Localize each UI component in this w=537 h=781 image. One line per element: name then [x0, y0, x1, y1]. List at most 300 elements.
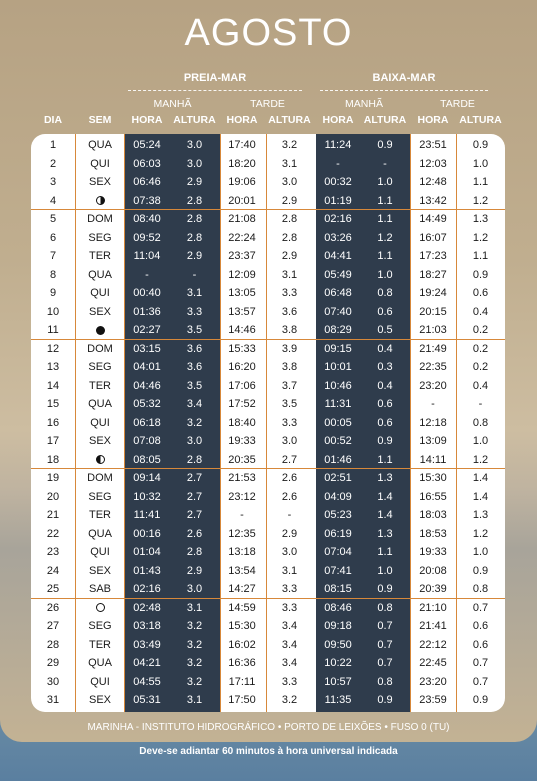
cell-day: 20 [46, 490, 60, 503]
cell-preia-tarde-altura: 2.8 [281, 231, 298, 244]
cell-baixa-tarde-hora: 17:23 [419, 250, 447, 262]
cell-weekday [77, 321, 123, 340]
footer-source: MARINHA - INSTITUTO HIDROGRÁFICO • PORTO DE LEIXÕES • FUSO 0 (TU) [87, 722, 450, 733]
cell-baixa-manha-altura: 1.0 [377, 176, 393, 188]
cell-preia-manha-altura: 3.2 [186, 675, 203, 688]
cell-preia-manha-hora: 04:01 [133, 361, 161, 373]
cell-preia-manha-hora: - [145, 268, 149, 281]
col-altura-4: ALTURA [459, 114, 502, 126]
cell-baixa-manha-hora: 09:50 [324, 638, 352, 651]
cell-preia-tarde-altura: 3.8 [281, 324, 298, 336]
cell-preia-tarde-altura: 3.0 [281, 435, 298, 447]
cell-baixa-tarde-hora: 23:20 [419, 379, 447, 392]
cell-baixa-tarde-hora: 21:41 [419, 620, 447, 632]
cell-baixa-manha-altura: 1.1 [377, 250, 393, 262]
footer-note: Deve-se adiantar 60 minutos à hora universal indicada [139, 746, 398, 757]
cell-baixa-tarde-altura: 1.2 [472, 527, 489, 540]
cell-baixa-manha-hora: 05:23 [324, 509, 352, 521]
cell-preia-tarde-altura: 2.9 [281, 527, 298, 540]
cell-preia-manha-hora: 03:49 [133, 638, 161, 651]
cell-baixa-manha-altura: 1.2 [377, 231, 393, 244]
cell-baixa-tarde-altura: 1.2 [472, 453, 489, 466]
cell-weekday: SEX [88, 564, 111, 577]
cell-preia-tarde-hora: 16:20 [228, 361, 256, 373]
cell-day: 9 [49, 287, 57, 299]
cell-baixa-manha-altura: - [383, 157, 387, 170]
cell-preia-manha-hora: 06:18 [133, 416, 161, 429]
cell-baixa-manha-altura: 0.7 [377, 657, 393, 669]
cell-preia-manha-hora: 05:32 [133, 398, 161, 410]
cell-preia-tarde-hora: 19:33 [228, 435, 256, 447]
cell-preia-manha-hora: 03:15 [133, 342, 161, 355]
cell-preia-tarde-altura: 3.2 [281, 694, 298, 706]
cell-baixa-tarde-hora: 19:24 [419, 287, 447, 299]
cell-preia-manha-hora: 06:03 [133, 157, 161, 170]
cell-preia-tarde-hora: 21:08 [228, 213, 256, 225]
cell-preia-tarde-altura: 3.3 [281, 601, 298, 614]
cell-baixa-manha-altura: 0.6 [377, 305, 393, 318]
cell-preia-tarde-altura: 3.1 [281, 268, 298, 281]
cell-day: 27 [46, 620, 60, 632]
cell-preia-manha-hora: 00:16 [133, 527, 161, 540]
cell-baixa-tarde-hora: 18:53 [419, 527, 447, 540]
cell-day: 17 [46, 435, 60, 447]
cell-baixa-tarde-altura: 1.1 [472, 250, 489, 262]
cell-baixa-manha-hora: 11:35 [324, 694, 352, 706]
cell-preia-manha-altura: 3.2 [186, 620, 203, 632]
cell-weekday: DOM [87, 213, 113, 225]
cell-weekday: SEX [88, 435, 111, 447]
baixa-mar-divider [320, 90, 488, 91]
cell-preia-tarde-hora: 17:06 [228, 379, 256, 392]
cell-preia-tarde-hora: 23:37 [228, 250, 256, 262]
cell-preia-tarde-hora: 14:27 [228, 583, 256, 595]
cell-weekday: SEX [88, 176, 111, 188]
cell-baixa-manha-hora: 08:46 [324, 601, 352, 614]
cell-baixa-tarde-hora: 15:30 [419, 472, 447, 484]
cell-baixa-manha-altura: 0.6 [377, 398, 393, 410]
cell-day: 11 [47, 324, 59, 336]
cell-baixa-tarde-altura: 1.0 [472, 546, 489, 558]
cell-baixa-manha-hora: 01:46 [324, 453, 352, 466]
cell-preia-manha-altura: 2.8 [186, 546, 203, 558]
cell-baixa-tarde-altura: - [478, 398, 483, 410]
cell-baixa-manha-altura: 1.3 [377, 527, 393, 540]
cell-preia-tarde-altura: 2.7 [281, 453, 298, 466]
cell-baixa-manha-hora: 09:15 [324, 342, 352, 355]
cell-baixa-manha-hora: 02:16 [324, 213, 352, 225]
cell-preia-tarde-hora: 16:36 [228, 657, 256, 669]
baixa-mar-header: BAIXA-MAR [372, 72, 436, 84]
cell-baixa-manha-altura: 0.7 [377, 638, 393, 651]
cell-preia-tarde-altura: 3.0 [281, 546, 298, 558]
cell-baixa-tarde-hora: 19:33 [419, 546, 447, 558]
cell-baixa-manha-hora: 10:57 [324, 675, 352, 688]
col-dia: DIA [43, 114, 63, 126]
full-moon-icon [96, 603, 105, 612]
cell-day: 5 [49, 213, 57, 225]
cell-baixa-manha-altura: 0.8 [377, 287, 393, 299]
cell-preia-manha-altura: 2.6 [186, 527, 203, 540]
cell-baixa-tarde-altura: 0.9 [472, 564, 489, 577]
col-hora-1: HORA [131, 114, 163, 126]
cell-preia-tarde-hora: 12:09 [228, 268, 256, 281]
cell-weekday: QUA [88, 268, 112, 281]
col-hora-4: HORA [417, 114, 449, 126]
cell-weekday: QUA [88, 139, 112, 151]
cell-weekday: DOM [87, 342, 113, 355]
cell-baixa-tarde-altura: 0.6 [472, 638, 489, 651]
col-hora-3: HORA [322, 114, 354, 126]
cell-baixa-tarde-hora: 23:51 [419, 139, 447, 151]
cell-preia-manha-hora: 02:27 [133, 324, 161, 336]
cell-baixa-tarde-altura: 1.2 [472, 231, 489, 244]
cell-baixa-tarde-hora: 20:15 [419, 305, 447, 318]
cell-preia-manha-altura: 2.8 [186, 213, 203, 225]
cell-preia-manha-hora: 11:04 [133, 250, 161, 262]
cell-baixa-manha-altura: 0.4 [377, 379, 393, 392]
cell-baixa-manha-altura: 0.9 [377, 139, 393, 151]
cell-preia-tarde-altura: 2.8 [281, 213, 298, 225]
cell-day: 7 [49, 250, 57, 262]
cell-preia-manha-hora: 07:38 [133, 194, 161, 207]
cell-preia-tarde-altura: 2.6 [281, 472, 298, 484]
cell-weekday: QUA [88, 657, 112, 669]
cell-baixa-tarde-altura: 0.7 [472, 657, 489, 669]
cell-preia-manha-altura: 3.0 [186, 139, 203, 151]
col-altura-2: ALTURA [268, 114, 311, 126]
cell-preia-manha-altura: 2.9 [186, 564, 203, 577]
cell-baixa-manha-hora: 06:19 [324, 527, 352, 540]
cell-preia-manha-hora: 01:43 [133, 564, 161, 577]
cell-preia-tarde-altura: 3.8 [281, 361, 298, 373]
cell-weekday: QUA [88, 527, 112, 540]
cell-day: 30 [46, 675, 60, 688]
cell-baixa-manha-hora: 11:31 [324, 398, 352, 410]
cell-weekday: QUA [88, 398, 112, 410]
cell-baixa-manha-hora: 00:52 [324, 435, 352, 447]
cell-preia-manha-altura: 3.5 [186, 379, 203, 392]
col-sem: SEM [88, 114, 112, 126]
cell-baixa-manha-hora: 09:18 [324, 620, 352, 632]
cell-preia-manha-altura: 2.9 [186, 176, 203, 188]
cell-preia-tarde-hora: 17:50 [228, 694, 256, 706]
cell-preia-tarde-hora: 20:01 [228, 194, 256, 207]
cell-baixa-tarde-altura: 1.1 [472, 176, 489, 188]
cell-baixa-manha-hora: 03:26 [324, 231, 352, 244]
cell-preia-manha-hora: 09:52 [133, 231, 161, 244]
cell-preia-manha-hora: 03:18 [133, 620, 161, 632]
cell-preia-tarde-hora: 14:59 [228, 601, 256, 614]
cell-preia-tarde-altura: 3.1 [281, 564, 298, 577]
cell-baixa-tarde-altura: 0.8 [472, 416, 489, 429]
cell-preia-tarde-hora: 22:24 [228, 231, 256, 244]
cell-day: 3 [49, 176, 57, 188]
cell-weekday: TER [89, 250, 111, 262]
cell-baixa-manha-altura: 0.8 [377, 675, 393, 688]
cell-baixa-manha-altura: 0.3 [377, 361, 393, 373]
cell-preia-manha-hora: 05:31 [133, 694, 161, 706]
cell-weekday: SEG [88, 490, 112, 503]
cell-preia-tarde-altura: 3.0 [281, 176, 298, 188]
cell-baixa-manha-altura: 1.1 [377, 453, 393, 466]
cell-preia-tarde-hora: 12:35 [228, 527, 256, 540]
cell-baixa-tarde-altura: 1.0 [472, 157, 489, 170]
cell-preia-manha-hora: 04:21 [133, 657, 161, 669]
cell-preia-manha-altura: 3.4 [186, 398, 203, 410]
cell-day: 24 [46, 564, 60, 577]
cell-preia-tarde-hora: 15:30 [228, 620, 256, 632]
cell-preia-manha-hora: 08:40 [133, 213, 161, 225]
cell-weekday: QUI [90, 675, 110, 688]
cell-baixa-tarde-hora: 16:07 [419, 231, 447, 244]
cell-day: 13 [46, 361, 60, 373]
cell-baixa-manha-hora: 10:01 [324, 361, 352, 373]
cell-preia-manha-altura: 3.1 [186, 694, 203, 706]
cell-preia-manha-altura: 3.0 [186, 583, 203, 595]
cell-preia-tarde-hora: 13:18 [228, 546, 256, 558]
cell-preia-manha-hora: 06:46 [133, 176, 161, 188]
cell-baixa-tarde-hora: 16:55 [419, 490, 447, 503]
cell-weekday [77, 599, 123, 618]
cell-baixa-manha-altura: 0.9 [377, 694, 393, 706]
cell-day: 12 [46, 342, 60, 355]
col-altura-1: ALTURA [173, 114, 216, 126]
cell-baixa-manha-hora: 02:51 [324, 472, 352, 484]
cell-baixa-manha-hora: 07:04 [324, 546, 352, 558]
cell-preia-manha-hora: 00:40 [133, 287, 161, 299]
cell-preia-tarde-altura: 2.9 [281, 250, 298, 262]
cell-preia-tarde-hora: 15:33 [228, 342, 256, 355]
cell-baixa-manha-hora: 04:09 [324, 490, 352, 503]
cell-day: 22 [46, 527, 60, 540]
cell-baixa-tarde-altura: 0.9 [472, 694, 489, 706]
cell-preia-manha-altura: 2.7 [186, 472, 203, 484]
cell-preia-manha-hora: 05:24 [133, 139, 161, 151]
cell-baixa-tarde-hora: - [431, 398, 435, 410]
cell-baixa-manha-altura: 0.6 [377, 416, 393, 429]
cell-baixa-tarde-altura: 1.0 [472, 435, 489, 447]
cell-preia-manha-altura: 3.1 [186, 601, 203, 614]
cell-baixa-tarde-hora: 12:18 [419, 416, 447, 429]
cell-preia-tarde-hora: 13:05 [228, 287, 256, 299]
cell-baixa-tarde-altura: 1.3 [472, 213, 489, 225]
column-separator [75, 134, 76, 712]
cell-preia-tarde-altura: 3.4 [281, 620, 298, 632]
cell-baixa-tarde-altura: 1.3 [472, 509, 489, 521]
cell-preia-tarde-hora: 13:54 [228, 564, 256, 577]
cell-preia-manha-hora: 02:48 [133, 601, 161, 614]
cell-preia-manha-altura: - [192, 268, 197, 281]
cell-baixa-manha-hora: 07:41 [324, 564, 352, 577]
cell-baixa-tarde-hora: 18:03 [419, 509, 447, 521]
cell-baixa-tarde-hora: 23:59 [419, 694, 447, 706]
preia-mar-divider [128, 90, 302, 91]
cell-baixa-tarde-hora: 12:03 [419, 157, 447, 170]
cell-baixa-tarde-altura: 0.6 [472, 620, 489, 632]
cell-preia-manha-altura: 3.3 [186, 305, 203, 318]
cell-preia-manha-altura: 3.6 [186, 342, 203, 355]
cell-preia-tarde-altura: 3.1 [281, 157, 298, 170]
cell-weekday [77, 451, 123, 470]
cell-day: 6 [49, 231, 57, 244]
cell-day: 1 [49, 139, 57, 151]
cell-weekday: SEX [88, 305, 111, 318]
cell-baixa-tarde-hora: 22:35 [419, 361, 447, 373]
cell-baixa-manha-hora: 00:05 [324, 416, 352, 429]
cell-preia-manha-hora: 01:36 [133, 305, 161, 318]
cell-preia-tarde-hora: 21:53 [228, 472, 256, 484]
cell-preia-manha-hora: 07:08 [133, 435, 161, 447]
first-quarter-moon-icon [96, 196, 105, 205]
cell-preia-tarde-altura: 2.9 [281, 194, 298, 207]
cell-preia-tarde-hora: 17:52 [228, 398, 256, 410]
new-moon-icon [96, 326, 105, 335]
cell-baixa-manha-altura: 1.0 [377, 268, 393, 281]
cell-baixa-manha-hora: 10:46 [324, 379, 352, 392]
cell-baixa-manha-altura: 1.4 [377, 490, 393, 503]
cell-preia-manha-altura: 2.8 [186, 453, 203, 466]
cell-preia-manha-altura: 3.1 [186, 287, 203, 299]
week-separator [31, 468, 505, 469]
cell-preia-manha-altura: 2.7 [186, 490, 203, 503]
cell-baixa-manha-altura: 1.4 [377, 509, 393, 521]
cell-baixa-manha-altura: 0.8 [377, 601, 393, 614]
cell-weekday: QUI [90, 546, 110, 558]
cell-baixa-tarde-altura: 0.2 [472, 342, 489, 355]
cell-preia-tarde-hora: - [240, 509, 244, 521]
cell-preia-manha-hora: 04:55 [133, 675, 161, 688]
cell-preia-manha-altura: 2.7 [186, 509, 203, 521]
cell-baixa-tarde-hora: 23:20 [419, 675, 447, 688]
cell-preia-manha-altura: 3.2 [186, 416, 203, 429]
preia-manha-label: MANHÃ [153, 98, 192, 110]
cell-day: 2 [49, 157, 57, 170]
cell-baixa-tarde-hora: 21:49 [419, 342, 447, 355]
cell-preia-tarde-altura: 3.9 [281, 342, 298, 355]
cell-baixa-tarde-hora: 21:10 [419, 601, 447, 614]
cell-preia-tarde-hora: 18:20 [228, 157, 256, 170]
cell-baixa-tarde-altura: 0.7 [472, 675, 489, 688]
cell-baixa-manha-hora: - [336, 157, 340, 170]
cell-baixa-manha-altura: 1.3 [377, 472, 393, 484]
col-altura-3: ALTURA [363, 114, 407, 126]
cell-day: 10 [46, 305, 60, 318]
cell-preia-manha-altura: 3.5 [186, 324, 203, 336]
cell-baixa-tarde-altura: 1.4 [472, 472, 489, 484]
cell-preia-tarde-altura: 2.6 [281, 490, 298, 503]
baixa-manha-label: MANHÃ [345, 98, 383, 110]
cell-baixa-manha-hora: 08:29 [324, 324, 352, 336]
cell-baixa-manha-hora: 06:48 [324, 287, 352, 299]
cell-preia-manha-hora: 11:41 [133, 509, 161, 521]
cell-baixa-manha-altura: 0.4 [377, 342, 393, 355]
cell-baixa-manha-hora: 04:41 [324, 250, 352, 262]
last-quarter-moon-icon [96, 455, 105, 464]
cell-preia-tarde-altura: 3.2 [281, 139, 298, 151]
cell-baixa-tarde-altura: 1.2 [472, 194, 489, 207]
cell-preia-tarde-hora: 19:06 [228, 176, 256, 188]
preia-tarde-label: TARDE [250, 98, 285, 110]
cell-weekday: DOM [87, 472, 113, 484]
cell-baixa-tarde-hora: 12:48 [419, 176, 447, 188]
cell-baixa-tarde-hora: 14:11 [419, 453, 447, 466]
cell-weekday: QUI [90, 157, 110, 170]
cell-weekday: SAB [88, 583, 111, 595]
cell-preia-tarde-hora: 23:12 [228, 490, 256, 503]
cell-baixa-tarde-altura: 1.4 [472, 490, 489, 503]
cell-preia-tarde-altura: 3.7 [281, 379, 298, 392]
month-title: AGOSTO [184, 12, 353, 54]
cell-preia-manha-hora: 10:32 [133, 490, 161, 503]
cell-baixa-tarde-hora: 18:27 [419, 268, 447, 281]
cell-baixa-tarde-hora: 13:42 [419, 194, 447, 207]
cell-preia-tarde-altura: 3.4 [281, 657, 298, 669]
cell-baixa-manha-altura: 1.1 [377, 194, 393, 207]
cell-baixa-tarde-altura: 0.2 [472, 361, 489, 373]
cell-preia-manha-altura: 2.8 [186, 231, 203, 244]
cell-baixa-manha-altura: 0.7 [377, 620, 393, 632]
cell-day: 31 [46, 694, 60, 706]
cell-preia-tarde-altura: - [287, 509, 292, 521]
cell-baixa-tarde-altura: 0.9 [472, 139, 489, 151]
cell-day: 29 [46, 657, 60, 669]
cell-day: 19 [46, 472, 60, 484]
cell-day: 15 [46, 398, 60, 410]
cell-baixa-tarde-hora: 22:45 [419, 657, 447, 669]
cell-baixa-manha-hora: 10:22 [324, 657, 352, 669]
cell-preia-tarde-hora: 18:40 [228, 416, 256, 429]
week-separator [31, 339, 505, 340]
cell-preia-manha-hora: 04:46 [133, 379, 161, 392]
cell-preia-tarde-hora: 17:11 [228, 675, 256, 688]
cell-weekday: SEG [88, 620, 112, 632]
cell-preia-manha-altura: 3.6 [186, 361, 203, 373]
cell-baixa-tarde-altura: 0.7 [472, 601, 489, 614]
cell-day: 23 [46, 546, 60, 558]
cell-baixa-manha-altura: 0.9 [377, 583, 393, 595]
cell-preia-tarde-hora: 14:46 [228, 324, 256, 336]
cell-day: 25 [46, 583, 60, 595]
cell-preia-tarde-altura: 3.3 [281, 287, 298, 299]
cell-day: 14 [46, 379, 60, 392]
cell-weekday: TER [89, 638, 111, 651]
cell-day: 28 [46, 638, 60, 651]
cell-baixa-tarde-hora: 21:03 [419, 324, 447, 336]
cell-baixa-manha-hora: 07:40 [324, 305, 352, 318]
week-separator [31, 209, 505, 210]
cell-preia-tarde-altura: 3.3 [281, 675, 298, 688]
cell-preia-manha-hora: 02:16 [133, 583, 161, 595]
cell-preia-manha-altura: 3.0 [186, 435, 203, 447]
preia-mar-header: PREIA-MAR [183, 72, 247, 84]
cell-preia-manha-hora: 09:14 [133, 472, 161, 484]
cell-baixa-manha-hora: 05:49 [324, 268, 352, 281]
cell-preia-manha-altura: 2.9 [186, 250, 203, 262]
cell-preia-manha-altura: 3.2 [186, 638, 203, 651]
cell-preia-tarde-altura: 3.5 [281, 398, 298, 410]
cell-baixa-manha-hora: 01:19 [324, 194, 352, 207]
cell-baixa-tarde-altura: 0.9 [472, 268, 489, 281]
cell-preia-manha-altura: 3.2 [186, 657, 203, 669]
week-separator [31, 598, 505, 599]
cell-baixa-tarde-altura: 0.6 [472, 287, 489, 299]
col-hora-2: HORA [226, 114, 258, 126]
cell-day: 8 [49, 268, 57, 281]
cell-day: 26 [46, 601, 60, 614]
cell-day: 21 [46, 509, 60, 521]
cell-day: 16 [46, 416, 60, 429]
